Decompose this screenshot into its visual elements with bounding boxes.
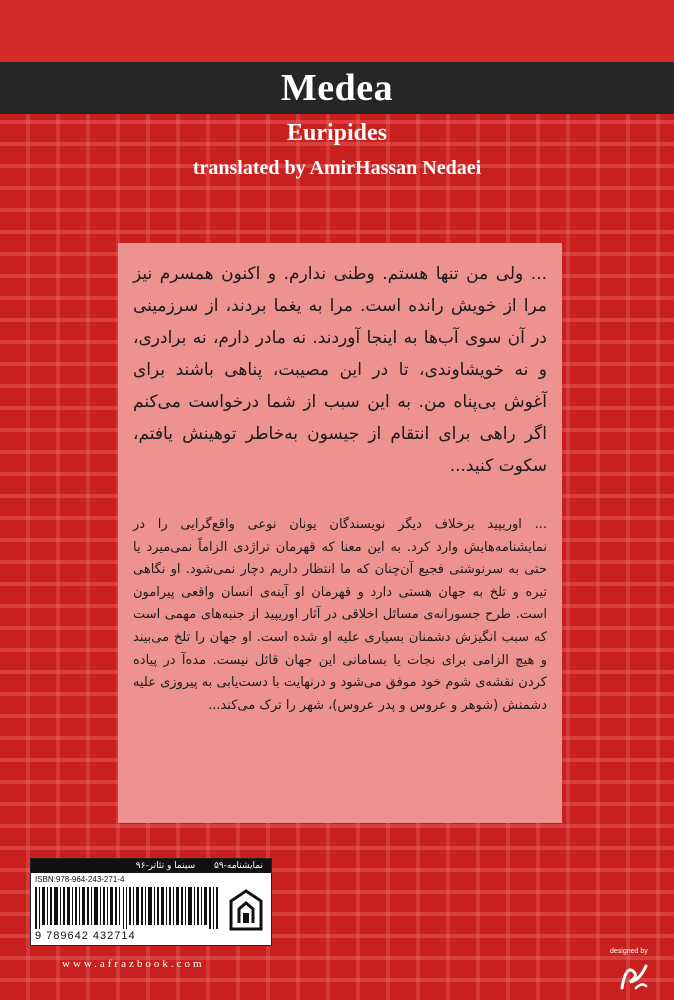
book-translator: translated by AmirHassan Nedaei: [192, 157, 482, 179]
barcode-icon: [35, 887, 221, 929]
excerpt-quote: ... ولی من تنها هستم. وطنی ندارم. و اکنون همسرم نیز مرا از خویش رانده است. مرا به یغما بردند، از سرزمینی در آن سوی آب‌ها به اینجا آوردند. نه مادر دارم، نه برادری، و نه خویشاوندی، تا در این مصیبت، پناهی باشند برای آغوش بی‌پناه من. به این سبب از شما درخواست می‌کنم اگر راهی برای انتقام از جیسون به‌خاطر توهینش یافتم، سکوت کنید...: [133, 264, 547, 476]
designer-signature-icon: [616, 958, 652, 994]
series-cinema: سینما و تئاتر-۹۶: [135, 861, 196, 871]
barcode-number: 9 789642 432714: [35, 930, 136, 942]
publisher-website[interactable]: www.afrazbook.com: [62, 958, 205, 970]
isbn: ISBN:978-964-243-271-4: [35, 875, 125, 884]
series-play: نمایشنامه-۵۹: [213, 861, 263, 871]
book-author: Euripides: [286, 120, 388, 146]
book-title: Medea: [280, 67, 394, 109]
series-row: [31, 859, 271, 873]
top-red-strip: [0, 0, 674, 62]
designed-by-label: designed by: [610, 948, 648, 955]
barcode-box: [30, 858, 272, 946]
afraz-logo-icon: [229, 889, 263, 933]
excerpt-description: ... اوریپید برخلاف دیگر نویسندگان یونان نوعی واقع‌گرایی را در نمایشنامه‌هایش وارد کرد. به این معنا که قهرمان تراژدی الزاماً نمی‌میرد یا حتی به سرنوشتی فجیع آن‌چنان که ما انتظار داریم دچار نمی‌شود. او نگاهی تیره و تلخ به جهان هستی دارد و قهرمان او آینه‌ی انسان واقعی پیرامون است. طرح جسورانه‌ی مسائل اخلاقی در آثار اوریپید از جنبه‌های مهمی است که سبب انگیزش دشمنان بسیاری علیه او شده است. او جهان را تلخ می‌بیند و هیچ الزامی برای نجات یا بسامانی این جهان قائل نیست. مده‌آ در پیاده کردن نقشه‌ی شوم خود موفق می‌شود و درنهایت با دست‌یابی به پیروزی علیه دشمنش (شوهر و عروس و پدر عروس)، شهر را ترک می‌کند...: [133, 517, 547, 713]
